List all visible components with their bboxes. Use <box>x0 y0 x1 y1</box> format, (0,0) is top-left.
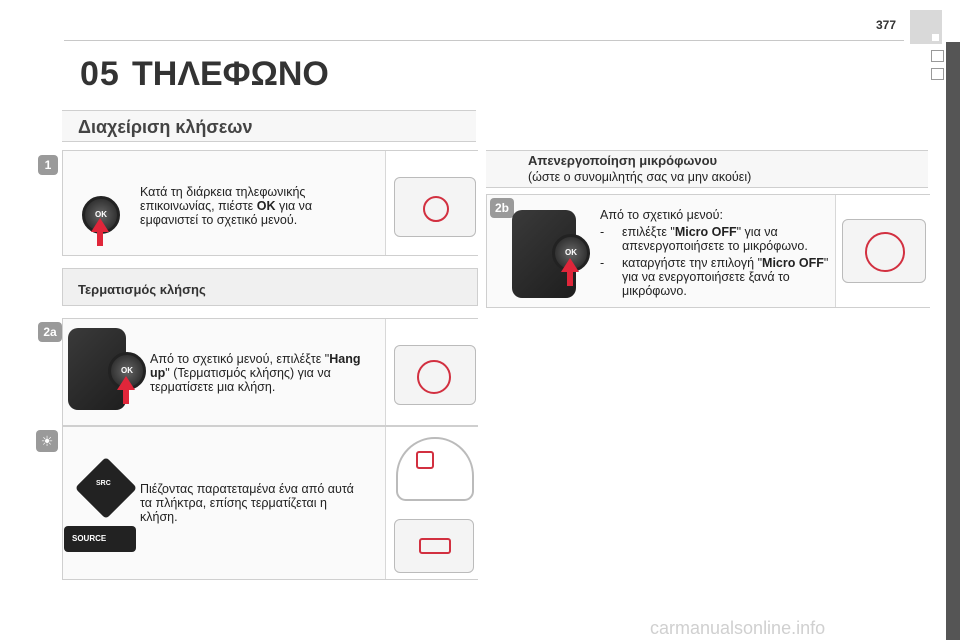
steering-illustration <box>385 427 478 579</box>
console-graphic-tip <box>394 519 474 573</box>
header-rule-top <box>64 40 904 41</box>
step2a-text-a: Από το σχετικό μενού, επιλέξτε " <box>150 352 330 366</box>
press-arrow-icon <box>91 218 109 232</box>
step1-text <box>140 185 320 227</box>
ok-button-icon-2b: OK <box>552 234 590 272</box>
steering-wheel-graphic <box>396 437 474 501</box>
press-arrow-icon-2a <box>117 376 135 390</box>
console-graphic-2a <box>394 345 476 405</box>
ok-highlight-ring <box>423 196 449 222</box>
step2a-text-b: " (Τερματισμός κλήσης) για να τερματίσετε μια κλήση. <box>150 366 331 394</box>
lightbulb-icon: ☀ <box>36 430 58 452</box>
bullet-1-bold: Micro OFF <box>674 225 737 239</box>
side-bar <box>946 42 960 640</box>
step2a-text-bold: Hang up <box>150 352 361 380</box>
page-number: 377 <box>876 18 897 32</box>
step2b-bullet-2 <box>600 256 832 298</box>
press-arrow-stem-2b <box>567 272 573 286</box>
console-illustration-2b <box>835 195 930 307</box>
src-highlight <box>416 451 434 469</box>
bullet-dash-2: - <box>600 256 605 270</box>
console-illustration-2a <box>385 319 478 425</box>
bullet-dash-1: - <box>600 225 605 239</box>
bullet-2-a: καταργήστε την επιλογή " <box>622 256 763 270</box>
step-badge-1: 1 <box>38 155 58 175</box>
chapter-title: ΤΗΛΕΦΩΝΟ <box>132 55 329 93</box>
bullet-2-text <box>622 256 832 298</box>
step-badge-2b: 2b <box>490 198 514 218</box>
ok-button-icon-2a: OK <box>108 352 146 390</box>
step1-text-a: Κατά τη διάρκεια τηλεφωνικής επικοινωνίας, πιέστε <box>140 185 306 213</box>
side-square-1 <box>931 50 944 62</box>
bullet-2-bold: Micro OFF <box>762 256 824 270</box>
tip-text: Πιέζοντας παρατεταμένα ένα από αυτά τα πλήκτρα, επίσης τερματίζεται η κλήση. <box>140 482 354 524</box>
step2b-text-block <box>600 208 832 298</box>
watermark: carmanualsonline.info <box>650 618 826 638</box>
mic-title: Απενεργοποίηση μικρόφωνου <box>528 153 718 168</box>
console-graphic-2b <box>842 219 926 283</box>
press-arrow-stem <box>97 232 103 246</box>
ok-highlight-ring-2a <box>417 360 451 394</box>
section-title-call-management: Διαχείριση κλήσεων <box>78 117 253 137</box>
press-arrow-stem-2a <box>123 390 129 404</box>
bullet-1-a: επιλέξτε " <box>622 225 675 239</box>
console-illustration-1 <box>385 151 478 255</box>
step2b-intro: Από το σχετικό μενού: <box>600 208 723 222</box>
bullet-1-b: " για να απενεργοποιήσετε το μικρόφωνο. <box>622 225 808 253</box>
bullet-1-text <box>622 225 832 253</box>
step2b-bullet-1 <box>600 225 832 253</box>
bullet-2-b: " για να ενεργοποιήσετε ξανά το μικρόφωνο. <box>622 256 829 298</box>
page-corner-box <box>910 10 942 44</box>
src-label: SRC <box>96 480 111 487</box>
press-arrow-icon-2b <box>561 258 579 272</box>
step1-text-b: για να εμφανιστεί το σχετικό μενού. <box>140 199 313 227</box>
ok-button-icon: OK <box>82 196 120 234</box>
step-badge-2a: 2a <box>38 322 62 342</box>
corner-square <box>932 34 939 41</box>
ok-highlight-ring-2b <box>865 232 905 272</box>
source-highlight <box>419 538 451 554</box>
source-label: SOURCE <box>72 534 107 543</box>
side-square-2 <box>931 68 944 80</box>
step2a-text <box>150 352 378 394</box>
step1-text-bold: OK <box>256 199 276 213</box>
console-graphic <box>394 177 476 237</box>
mic-subtitle: (ώστε ο συνομιλητής σας να μην ακούει) <box>528 170 752 184</box>
end-call-title: Τερματισμός κλήσης <box>78 282 206 297</box>
chapter-number: 05 <box>80 55 120 93</box>
